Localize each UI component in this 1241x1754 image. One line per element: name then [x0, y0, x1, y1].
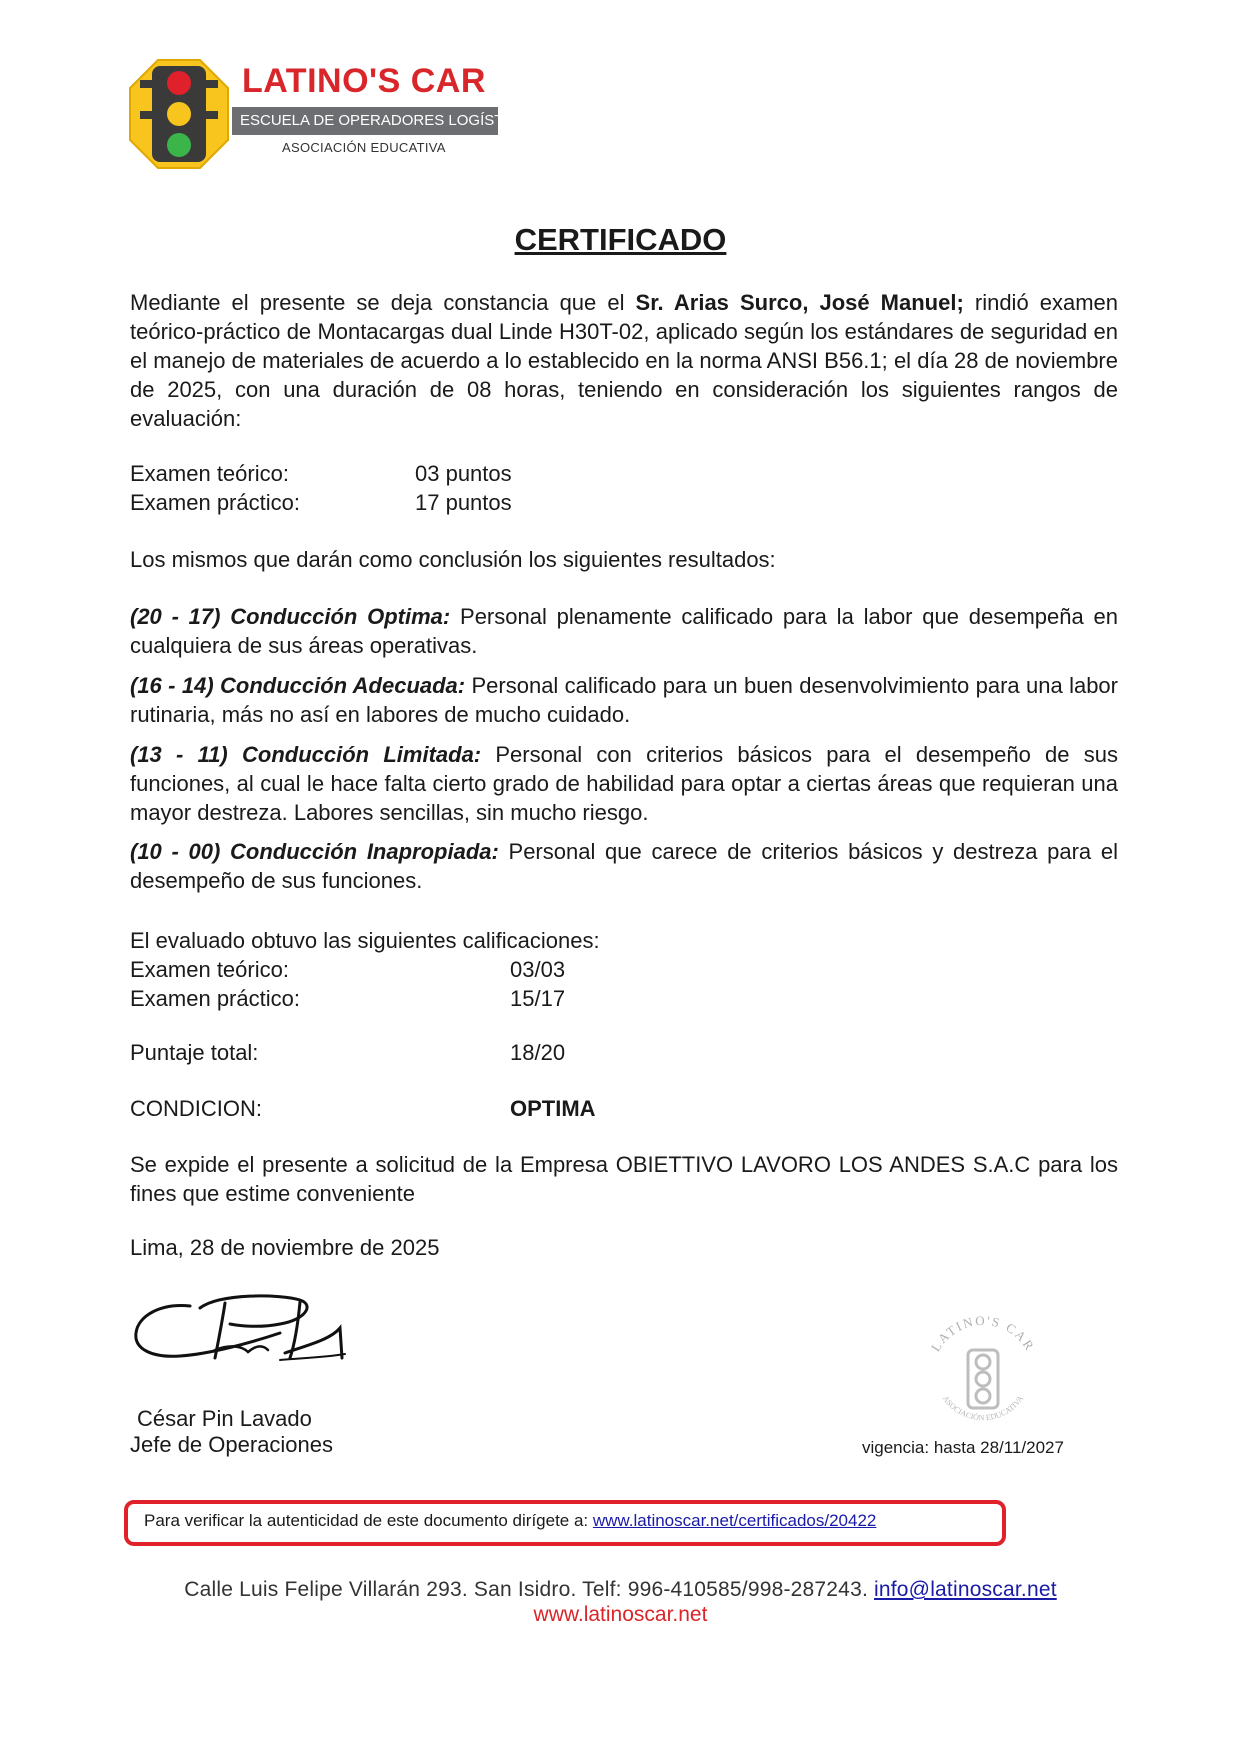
handwritten-signature: [130, 1288, 370, 1388]
result-label: Examen teórico:: [130, 957, 289, 982]
total-label: Puntaje total:: [130, 1040, 259, 1065]
result-value: 03/03: [510, 957, 566, 982]
results-block: [130, 926, 600, 1013]
email-link[interactable]: info@latinoscar.net: [874, 1578, 1057, 1601]
ranges-list: [130, 459, 512, 517]
svg-text:ASOCIACIÓN EDUCATIVA: ASOCIACIÓN EDUCATIVA: [940, 1393, 1026, 1423]
result-row: [130, 955, 600, 984]
range-row: [130, 459, 512, 488]
intro-paragraph: [130, 288, 1118, 433]
signer-role: Jefe de Operaciones: [130, 1432, 334, 1457]
validity-text: vigencia: hasta 28/11/2027: [862, 1438, 1064, 1457]
verification-link[interactable]: www.latinoscar.net/certificados/20422: [592, 1511, 877, 1530]
level-heading: (10 - 00) Conducción Inapropiada:: [130, 839, 499, 864]
intro-text-after: rindió examen teórico-práctico de Montacargas dual Linde H30T-02, aplicado según los estándares de seguridad en el manejo de materiales de acuerdo a lo establecido en la norma ANSI B56.1; el día 28 de noviembre de 2025, con una duración de 08 horas, teniendo en consideración los siguientes rangos de evaluación:: [130, 290, 1118, 431]
verification-label: Para verificar la autenticidad de este documento dirígete a:: [144, 1511, 593, 1530]
brand-tagline: ESCUELA DE OPERADORES LOGÍSTICOS: [232, 107, 498, 135]
brand-name: LATINO'S CAR: [242, 62, 486, 100]
level-item: [130, 837, 1118, 895]
total-value: 18/20: [510, 1040, 566, 1065]
level-description: Personal con criterios básicos para el desempeño de sus funciones, al cual le hace falta cierto grado de habilidad para optar a ciertas áreas que requieran una mayor destreza. Labores sencillas, sin mucho riesgo.: [130, 742, 1118, 825]
condition-row: [130, 1094, 596, 1123]
range-label: Examen práctico:: [130, 490, 300, 515]
conclusion-intro: Los mismos que darán como conclusión los siguientes resultados:: [130, 547, 776, 572]
address-text: Calle Luis Felipe Villarán 293. San Isidro. Telf: 996-410585/998-287243.: [184, 1578, 875, 1601]
result-row: [130, 984, 600, 1013]
date-line: Lima, 28 de noviembre de 2025: [130, 1235, 440, 1260]
brand-subtitle: ASOCIACIÓN EDUCATIVA: [282, 140, 446, 155]
level-heading: (20 - 17) Conducción Optima:: [130, 604, 451, 629]
range-row: [130, 488, 512, 517]
issue-paragraph: Se expide el presente a solicitud de la Empresa OBIETTIVO LAVORO LOS ANDES S.A.C para los fines que estime conveniente: [130, 1152, 1118, 1206]
condition-value: OPTIMA: [510, 1096, 596, 1121]
level-description: Personal calificado para un buen desenvolvimiento para una labor rutinaria, más no así en labores de mucho cuidado.: [130, 673, 1118, 727]
level-item: [130, 740, 1118, 827]
candidate-name: Sr. Arias Surco, José Manuel;: [635, 290, 964, 315]
level-heading: (16 - 14) Conducción Adecuada:: [130, 673, 466, 698]
range-value: 17 puntos: [415, 490, 512, 515]
website-link[interactable]: www.latinoscar.net: [533, 1603, 708, 1626]
level-item: [130, 671, 1118, 729]
svg-text:LATINO'S CAR: LATINO'S CAR: [927, 1312, 1039, 1355]
range-label: Examen teórico:: [130, 461, 289, 486]
footer-address: [0, 1578, 1241, 1602]
verification-text: [144, 1511, 876, 1531]
signer-name: César Pin Lavado: [137, 1406, 312, 1431]
total-row: [130, 1038, 565, 1067]
result-value: 15/17: [510, 986, 566, 1011]
result-label: Examen práctico:: [130, 986, 300, 1011]
level-description: Personal que carece de criterios básicos y destreza para el desempeño de sus funciones.: [130, 839, 1118, 893]
level-item: [130, 602, 1118, 660]
condition-label: CONDICION:: [130, 1096, 262, 1121]
document-title: CERTIFICADO: [514, 222, 727, 257]
results-intro: El evaluado obtuvo las siguientes calificaciones:: [130, 928, 600, 953]
intro-text-before: Mediante el presente se deja constancia que el: [130, 290, 636, 315]
level-description: Personal plenamente calificado para la labor que desempeña en cualquiera de sus áreas operativas.: [130, 604, 1118, 658]
watermark-seal: [918, 1310, 1048, 1440]
range-value: 03 puntos: [415, 461, 512, 486]
level-heading: (13 - 11) Conducción Limitada:: [130, 742, 482, 767]
